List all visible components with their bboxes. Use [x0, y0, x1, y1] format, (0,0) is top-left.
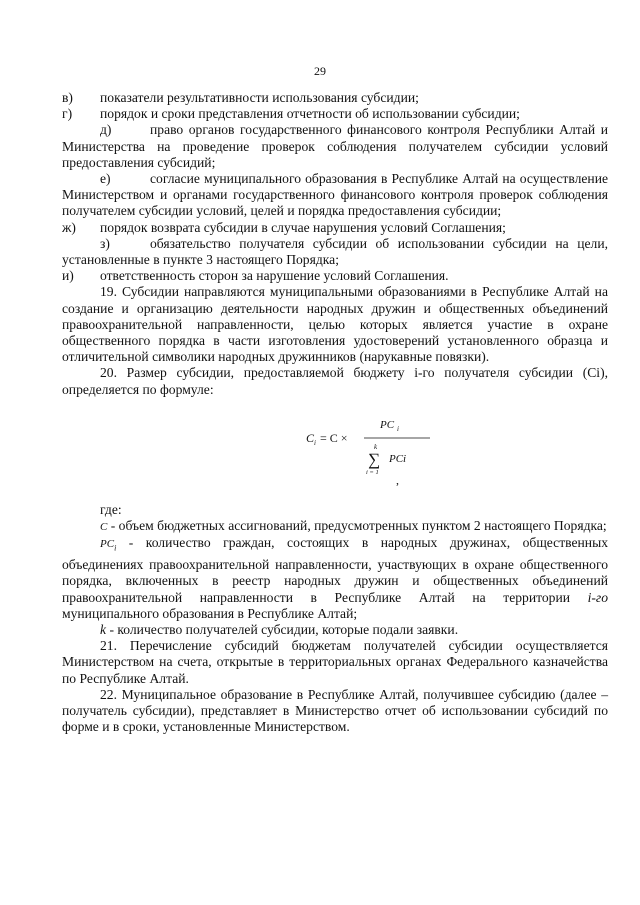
paragraph-22: 22. Муниципальное образование в Республике Алтай, получившее субсидию (далее – получатель субсидии), представляет в Министерство отчет об использовании субсидий по форме и в сроки, установленные Министерством.: [62, 686, 608, 735]
formula-comma: ,: [396, 472, 399, 487]
formula-graphic: [302, 404, 442, 490]
symbol-pc: PC: [100, 538, 115, 551]
formula-numerator-subscript: i: [397, 424, 399, 433]
formula-lhs: C: [306, 430, 315, 445]
document-body: [62, 90, 608, 735]
definition-pc: $PC_i$ - количество граждан, состоящих в народных дружинах, общественных объединениях правоохранительной направленности, участвующих в охране общественного порядка, включенных в реестр народных дружин и общественных объединений правоохранительной направленности в Республике Алтай на территории i-го муниципального образования в Республике Алтай;: [62, 535, 608, 621]
formula-lhs-subscript: i: [314, 438, 316, 447]
sum-sigma: ∑: [368, 449, 381, 469]
page-number: 29: [314, 64, 326, 78]
sum-upper-limit: k: [374, 442, 378, 451]
list-marker: в): [62, 90, 73, 105]
list-item: [62, 90, 608, 106]
list-item: [62, 236, 608, 268]
list-item: [62, 122, 608, 171]
paragraph-21: 21. Перечисление субсидий бюджетам получателей субсидии осуществляется Министерством на счета, открытые в территориальных органах Федерального казначейства по Республике Алтай.: [62, 638, 608, 686]
definition-c: C - объем бюджетных ассигнований, предусмотренных пунктом 2 настоящего Порядка;: [100, 518, 607, 534]
list-text: ответственность сторон за нарушение условий Соглашения.: [100, 268, 449, 284]
list-text: обязательство получателя субсидии об использовании субсидии на цели, установленные в пункте 3 настоящего Порядка;: [62, 235, 608, 268]
formula-numerator: PC: [380, 418, 395, 431]
list-text: порядок и сроки представления отчетности об использовании субсидии;: [100, 106, 520, 122]
symbol-k: k: [100, 622, 107, 637]
list-item: [62, 171, 608, 220]
subsidy-formula: [62, 404, 608, 494]
paragraph-19: 19. Субсидии направляются муниципальными образованиями в Республике Алтай на создание и организацию деятельности народных дружин и общественных объединений правоохранительной направленности, целью которых является участие в охране общественного порядка в части изготовления удостоверений установленного образца и отличительной символики народных дружинников (нарукавные повязки).: [62, 284, 608, 365]
list-marker: г): [62, 106, 73, 122]
formula-denominator: PCi: [389, 452, 407, 465]
list-marker: и): [62, 268, 74, 284]
formula-equals-c: = C ×: [320, 430, 348, 445]
list-marker: з): [100, 235, 110, 251]
list-text: показатели результативности использования субсидии;: [100, 90, 419, 105]
list-marker: д): [100, 122, 112, 138]
paragraph-20: 20. Размер субсидии, предоставляемой бюджету i-го получателя субсидии (Ci), определяется по формуле:: [62, 365, 608, 397]
list-item: [62, 106, 608, 122]
list-marker: е): [100, 171, 111, 187]
list-marker: ж): [62, 219, 76, 235]
list-item: [62, 220, 608, 236]
list-text: согласие муниципального образования в Республике Алтай на осуществление Министерством и органами государственного финансового контроля проверок соблюдения получателем субсидии условий, целей и порядка предоставления субсидии;: [62, 171, 608, 219]
list-item: [62, 268, 608, 284]
list-text: порядок возврата субсидии в случае нарушения условий Соглашения;: [100, 219, 506, 235]
where-label: где:: [100, 501, 122, 517]
symbol-pc-subscript: i: [114, 543, 117, 553]
sum-lower-limit: i = 1: [366, 468, 379, 476]
symbol-c: C: [100, 521, 108, 534]
definition-k: k - количество получателей субсидии, которые подали заявки.: [100, 622, 459, 637]
list-text: право органов государственного финансового контроля Республики Алтай и Министерства на проведение проверок соблюдения получателем субсидии условий предоставления субсидий;: [62, 122, 608, 170]
